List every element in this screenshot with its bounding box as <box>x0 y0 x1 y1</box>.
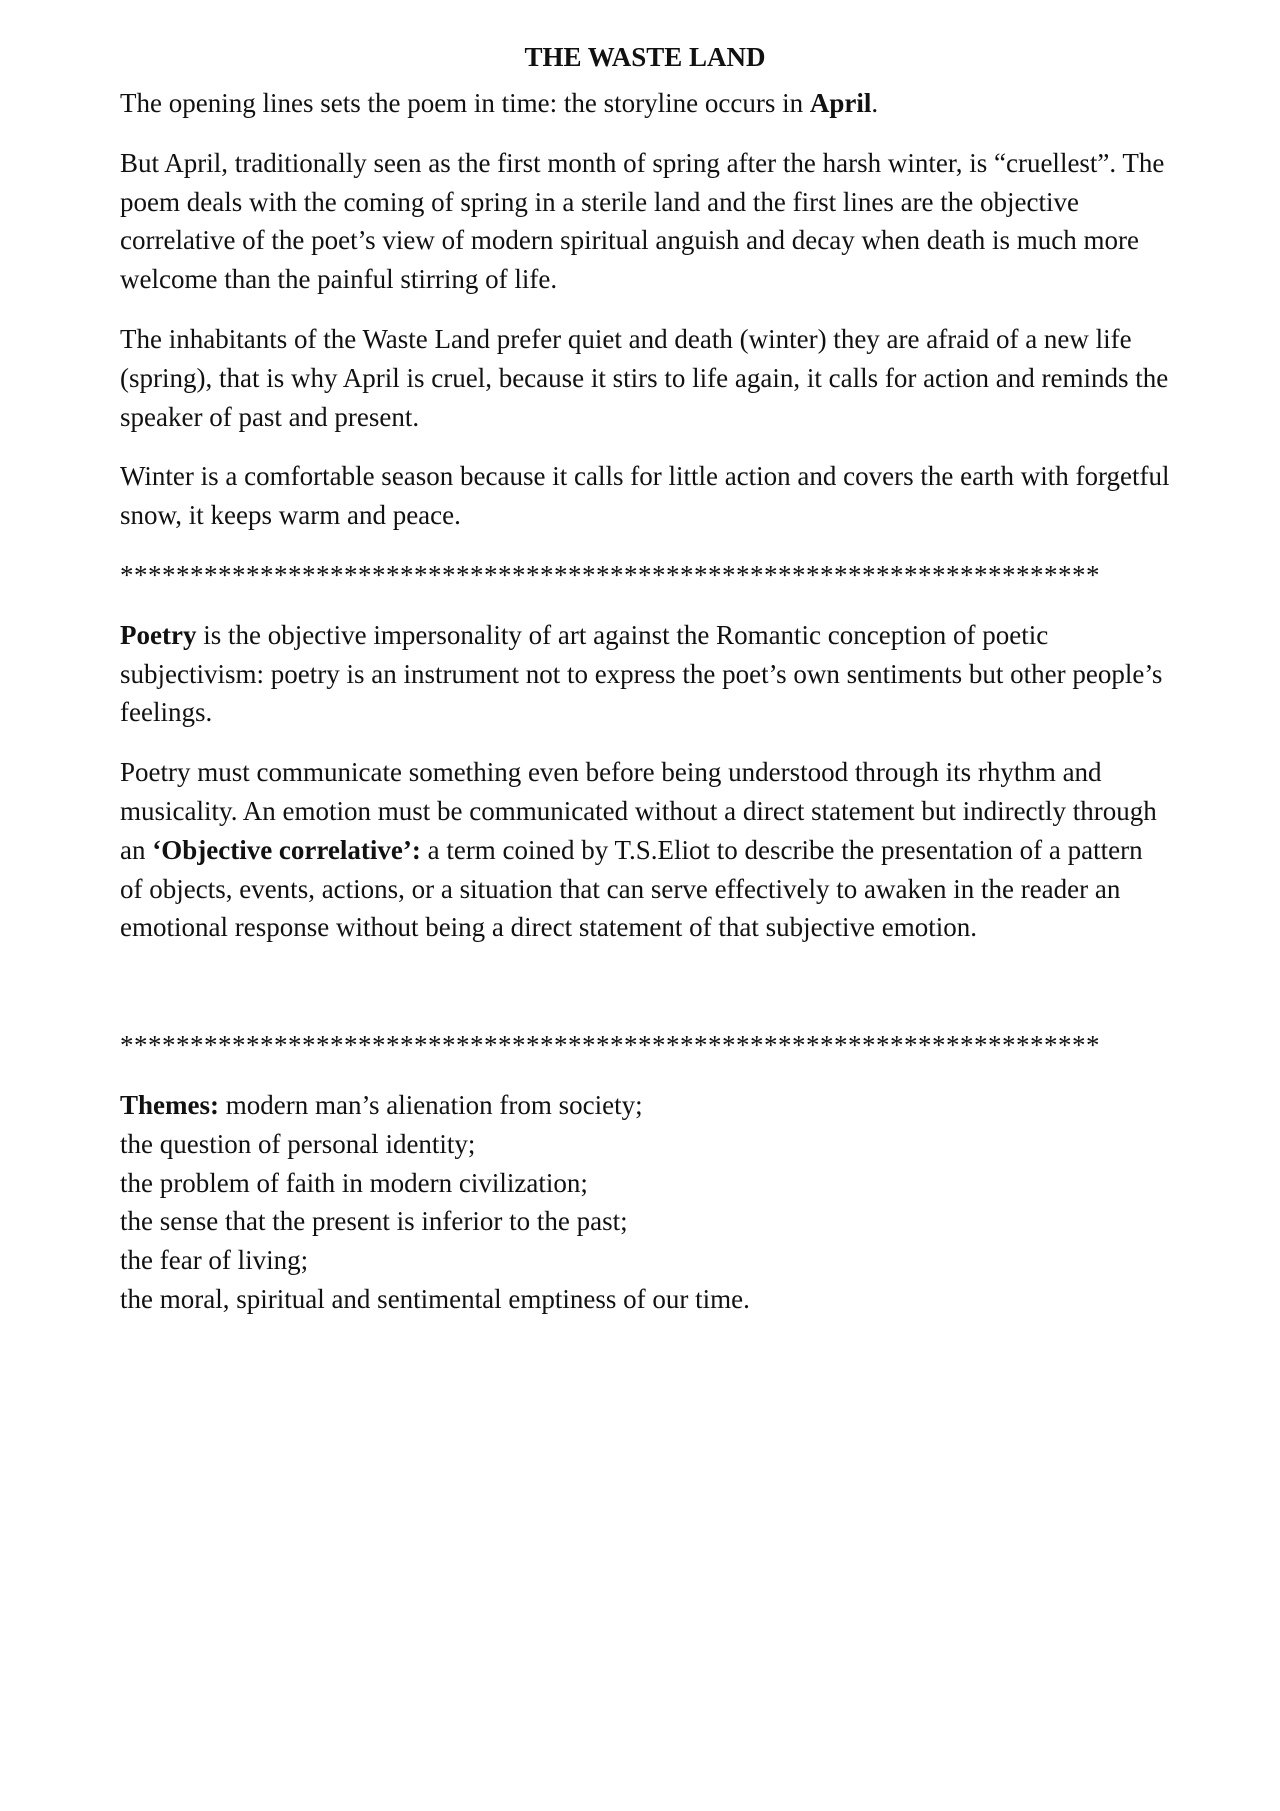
theme-item: modern man’s alienation from society; <box>218 1089 643 1120</box>
theme-item: the fear of living; <box>120 1245 309 1276</box>
themes-label: Themes: <box>120 1089 219 1120</box>
winter-paragraph: Winter is a comfortable season because it calls for little action and covers the earth with forgetful snow, it keeps warm and peace. <box>120 461 1170 531</box>
intro-text-after: . <box>871 88 879 118</box>
spacer <box>120 968 1170 1026</box>
intro-text-before: The opening lines sets the poem in time: the storyline occurs in <box>120 88 810 118</box>
separator-stars-1: ********************************************************************** <box>120 559 1100 590</box>
document-page <box>120 38 1170 1319</box>
poetry-paragraph <box>120 616 1170 732</box>
oc-text-after: a term coined by T.S.Eliot to describe the presentation of a pattern of objects, events, actions, or a situation that can serve effectively to awaken in the reader an emotional response without being a direct statement of that subjective emotion. <box>120 834 1143 943</box>
themes-list <box>120 1086 1170 1319</box>
april-paragraph: But April, traditionally seen as the first month of spring after the harsh winter, is “cruellest”. The poem deals with the coming of spring in a sterile land and the first lines are the objective correlative of the poet’s view of modern spiritual anguish and decay when death is much more welcome than the painful stirring of life. <box>120 147 1165 295</box>
theme-item: the sense that the present is inferior to the past; <box>120 1206 628 1237</box>
poetry-bold-label: Poetry <box>120 619 197 650</box>
theme-item: the problem of faith in modern civilization; <box>120 1167 588 1198</box>
objective-correlative-paragraph <box>120 753 1170 947</box>
document-title: THE WASTE LAND <box>524 42 766 72</box>
theme-item: the question of personal identity; <box>120 1128 476 1159</box>
poetry-text: is the objective impersonality of art against the Romantic conception of poetic subjectivism: poetry is an instrument not to express the poet’s own sentiments but other people’s feelings. <box>120 619 1163 728</box>
oc-bold-term: ‘Objective correlative’: <box>152 834 421 865</box>
intro-bold-april: April <box>809 88 872 118</box>
oc-text-before: Poetry must communicate something even before being understood through its rhythm and musicality. An emotion must be communicated without a direct statement but indirectly through an <box>120 757 1157 865</box>
themes-first-line <box>120 1086 1170 1125</box>
intro-paragraph <box>120 84 1170 123</box>
theme-item: the moral, spiritual and sentimental emptiness of our time. <box>120 1283 750 1314</box>
inhabitants-paragraph: The inhabitants of the Waste Land prefer quiet and death (winter) they are afraid of a new life (spring), that is why April is cruel, because it stirs to life again, it calls for action and reminds the speaker of past and present. <box>120 323 1169 432</box>
separator-stars-2: ********************************************************************** <box>120 1030 1100 1061</box>
